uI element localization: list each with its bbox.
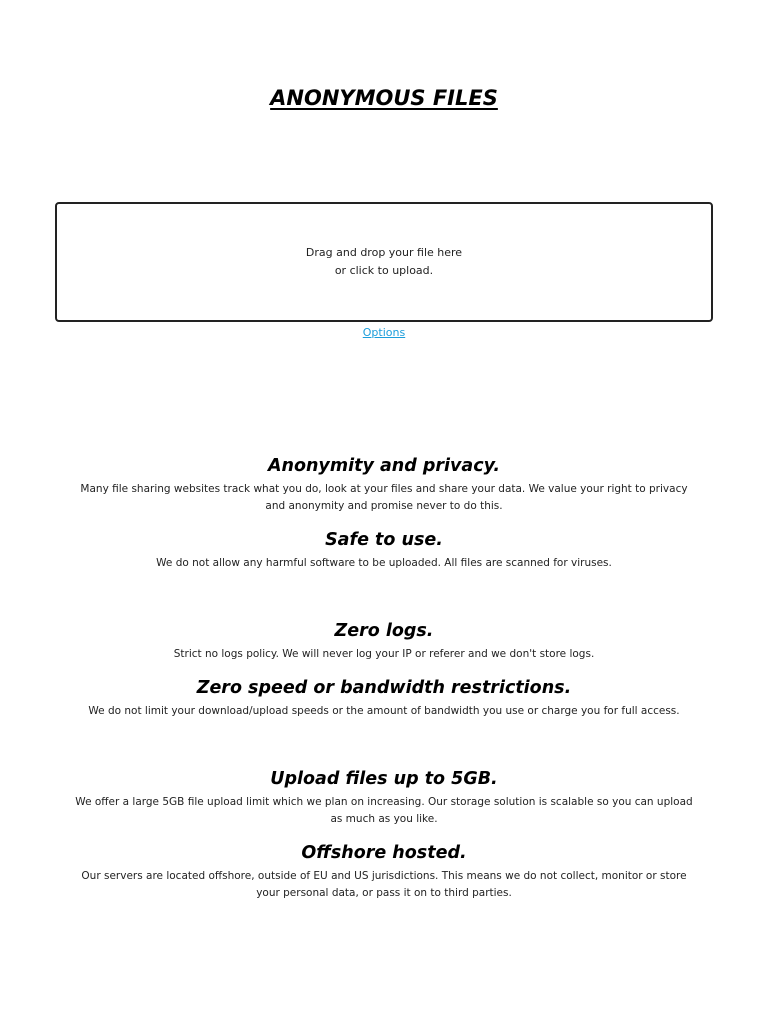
site-logo-link[interactable]: ANONYMOUS FILES	[270, 86, 498, 110]
feature-title: Safe to use.	[325, 530, 443, 550]
options-row	[0, 325, 768, 341]
feature-title: Zero logs.	[334, 621, 434, 641]
feature-description: Our servers are located offshore, outside of EU and US jurisdictions. This means we do not collect, monitor or store your personal data, or pass it on to third parties.	[81, 870, 687, 899]
feature-title: Anonymity and privacy.	[267, 456, 501, 476]
feature-description: Many file sharing websites track what you do, look at your files and share your data. We value your right to privacy and anonymity and promise never to do this.	[80, 483, 688, 512]
options-link[interactable]: Options	[362, 326, 406, 339]
feature-upload-limit	[70, 766, 698, 828]
feature-description: We do not limit your download/upload speeds or the amount of bandwidth you use or charge you for full access.	[88, 705, 680, 717]
feature-offshore	[70, 840, 698, 902]
dropzone-instruction-secondary: or click to upload.	[334, 264, 434, 277]
feature-anonymity	[70, 453, 698, 515]
feature-safe	[70, 527, 698, 572]
feature-description: We do not allow any harmful software to be uploaded. All files are scanned for viruses.	[156, 557, 612, 569]
feature-description: Strict no logs policy. We will never log your IP or referer and we don't store logs.	[173, 648, 595, 660]
feature-zero-logs	[70, 618, 698, 663]
feature-description: We offer a large 5GB file upload limit which we plan on increasing. Our storage solution is scalable so you can upload as much as you like.	[75, 796, 693, 825]
upload-dropzone[interactable]	[55, 202, 713, 322]
feature-title: Zero speed or bandwidth restrictions.	[196, 678, 572, 698]
feature-title: Offshore hosted.	[301, 843, 467, 863]
feature-no-restrictions	[70, 675, 698, 720]
dropzone-instruction: Drag and drop your file here	[305, 246, 463, 259]
feature-title: Upload files up to 5GB.	[270, 769, 498, 789]
